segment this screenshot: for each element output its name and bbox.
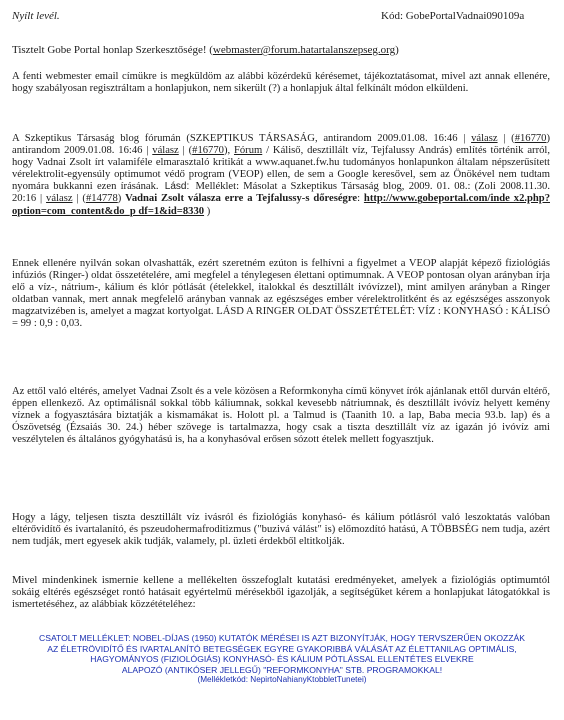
text-segment: ), [223,145,234,157]
text-segment: | ( [497,133,515,144]
forum-link[interactable]: Fórum [233,145,263,157]
paragraph-intro: A fenti webmester email címükre is megküldöm az alábbi közérdekű kérésemet, tájékoztatásomat, mivel azt annak ellenére, hogy szabályosan regisztráltam a honlapjukon, nem sikerült (?) a honlapjuk által felkínált módon elküldeni. [12,71,550,95]
attachment-line: HAGYOMÁNYOS (FIZIOLÓGIÁS) KONYHASÓ- ÉS KÁLIUM PÓTLÁSSAL ELLENTÉTES ELVEKRE [90,654,474,665]
paragraph-ringer-solution [12,258,550,331]
paragraph-blog-reference [12,133,550,218]
greeting-prefix: Tisztelt Gobe Portal honlap Szerkesztősége! ( [12,44,213,56]
text-segment: ) antirandom 2009.01.08. 16:46 | [12,133,550,157]
letter-type: Nyílt levél. [12,10,60,22]
paragraph-distilled-water: Hogy a lágy, teljesen tiszta desztillált víz ivásról és fiziológiás konyhasó- és kálium pótlásról való leszoktatás valóban eltérővidítő és ivartalanító, és pszeudohermafroditizmus ("buzivá válást" is) előmozdító hatású, A TÖBBSÉG nem tudja, azért nem tudják, mert egyesek akik tudják, valamely, pl. üzleti érdekből eltitkolják. [12,512,550,548]
see-label: Lásd: [164,181,190,193]
comment-id-link[interactable]: #14778 [85,193,118,205]
ringer-composition: LÁSD A RINGER OLDAT ÖSSZETÉTELÉT: VÍZ : KONYHASÓ : KÁLISÓ = 99 : 0,9 : 0,03. [12,306,550,330]
text-segment: / Káliső, desztillált víz, Tejfalussy András) említés történik arról, hogy Vadnai Zsolt írt valamiféle elmarasztaló kritikát a www.aquanet.fw.hu tudományos honlapunkon általam népszerűsített vérelektrolit-egyensúly optimumot védő program (VEOP) ellen, de sem a Google keresővel, sem az Önökével nem tudtam nyomára bukkanni ezen írásának. [12,145,550,193]
greeting-suffix: ) [395,44,399,56]
webmaster-email-link[interactable]: webmaster@forum.hatartalanszepseg.org [212,44,396,56]
text-segment: ) [204,205,211,217]
greeting [12,44,552,56]
reply-link[interactable]: válasz [46,193,73,205]
text-segment: A Szkeptikus Társaság blog fórumán (SZKEPTIKUS TÁRSASÁG, antirandom 2009.01.08. 16:46 | [12,133,472,144]
text-segment: Melléklet: Másolat a Szkeptikus Társaság blog, 2009. 01. 08.: (Zoli 2008.11.30. 20:16 | [12,181,550,205]
attachment-notice [10,633,554,686]
paragraph-request: Mivel mindenkinek ismernie kellene a mellékelten összefoglalt kutatási eredményeket, amelyek a fiziológiás optimumtól sokáig eltérés egészséget rontó hatásait egyértelmű mérésekből igazolják, a segítségüket kérem a honlapjukat látogatókkal is ismertetéséhez, az alábbiak közzétételéhez: [12,575,550,611]
attachment-line: CSATOLT MELLÉKLET: NOBEL-DÍJAS (1950) KUTATÓK MÉRÉSEI IS AZT BIZONYÍTJÁK, HOGY TERVSZERŰEN OKOZZÁK [39,633,525,643]
text-segment: : [357,193,364,205]
attachment-line: AZ ÉLETRÖVIDÍTŐ ÉS IVARTALANÍTÓ BETEGSÉGEK EGYRE GYAKORIBBÁ VÁLÁSÁT AZ ÉLETTANILAG OPTIMÁLIS, [47,643,517,654]
text-segment: | ( [72,193,86,205]
letter-code: Kód: GobePortalVadnai090109a [381,10,525,22]
reply-link[interactable]: válasz [471,133,498,144]
comment-id-link[interactable]: #16770 [514,133,547,144]
attachment-code: (Mellékletkód: NepirtoNahianyKtobbletTunetei) [197,675,367,685]
comment-id-link[interactable]: #16770 [192,145,224,157]
reply-link[interactable]: válasz [152,145,179,157]
article-title: Vadnai Zsolt válasza erre a Tejfalussy-s dőreségre [125,193,358,205]
text-segment: ) [117,193,126,205]
paragraph-deviation: Az ettől való eltérés, amelyet Vadnai Zsolt és a vele közösen a Reformkonyha című könyvet írók ajánlanak ettől durván eltérő, éppen ellenkező. Az optimálisnál sokkal több káliumnak, sokkal kevesebb nátriumnak, és desztillált ivóvíz helyett kemény víznek a fogyasztására biztatják a kismamákat is. Holott pl. a Talmud is (Taanith 10. a lap, Baba mecia 93.b. lap) és a Ószövetség (Ézsaiás 30. 24.) héber szövege is tartalmazza, hogy csak a tiszta desztillált víz az igazán jó ivóvíz ami veszélytelen és általános gyógyhatású is, ha a konyhasóval erősen sózott ételek mellett fogyasztjuk. [12,386,550,446]
text-segment: | ( [178,145,193,157]
text-segment: Ennek ellenére nyilván sokan olvashatták, ezért szeretném ezúton is felhívni a figyelmet a VEOP alapját képező fiziológiás infúziós (Ringer-) oldat összetételére, ami megfelel a ténylegesen élettani optimumnak. A VEOP pontosan olyan arányban írja elő a víz-, nátrium-, kálium és klór pótlását (ételekkel, italokkal és desztillált ivóvízzel), mint amilyen arányban a Ringer oldatban vannak, mert annak megfelelő arányban vannak az egészséges ember vérelektrolitként és az egészséges asszonyok magzatvizében is, amelyet a magzat kortyolgat. [12,258,550,318]
attachment-line: ALAPOZÓ (ANTIKÓSER JELLEGŰ) "REFORMKONYHA" STB. PROGRAMOKKAL! [121,664,443,675]
article-url-link[interactable]: http://www.gobeportal.com/inde x2.php?option=com_content&do_p df=1&id=8330 [12,193,550,217]
